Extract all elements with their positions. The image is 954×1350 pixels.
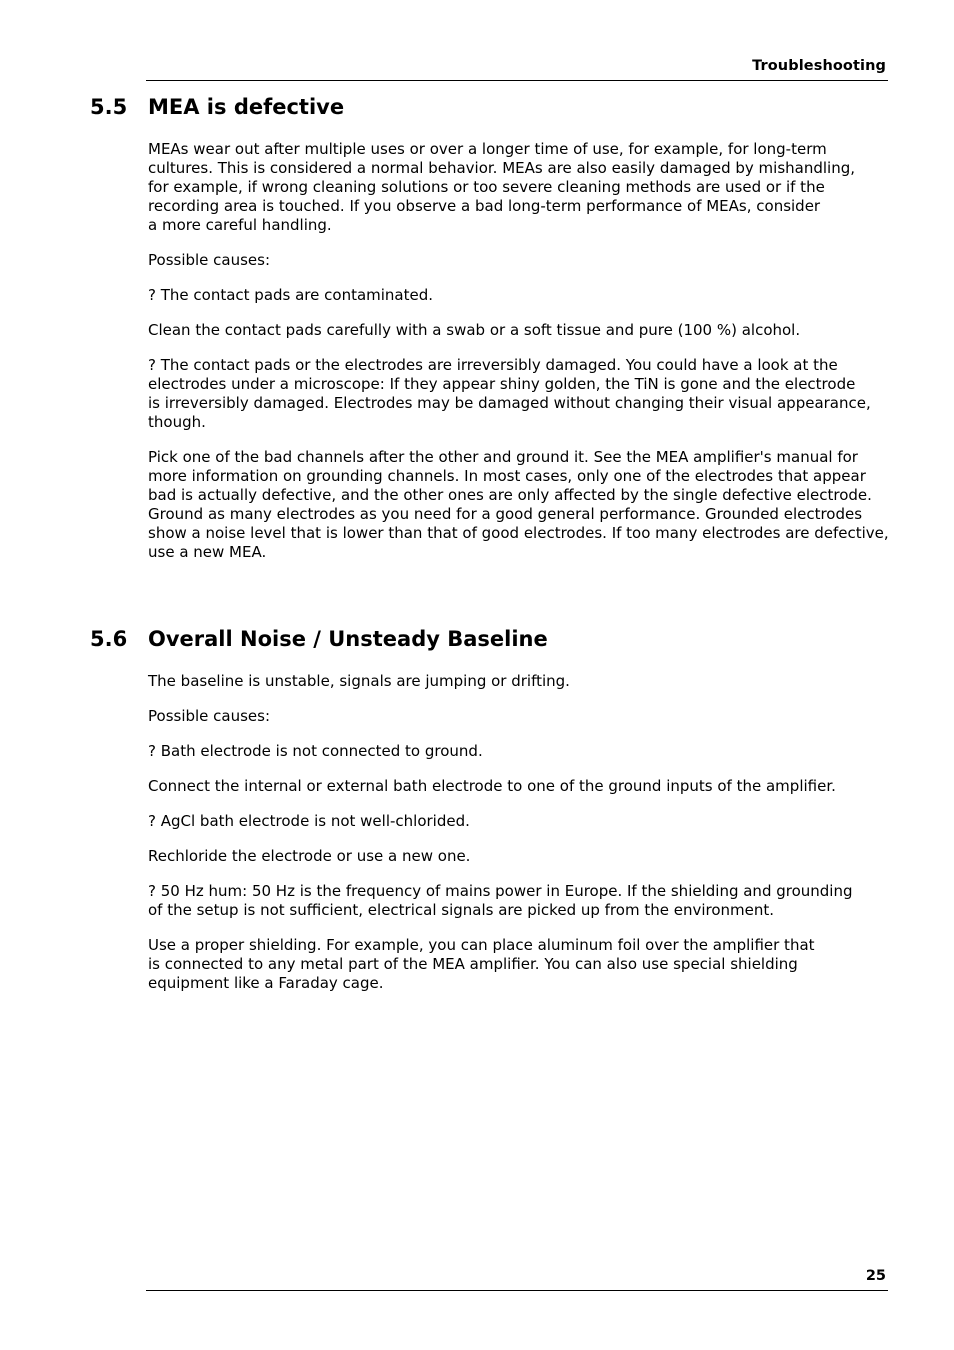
text-line: Pick one of the bad channels after the other and ground it. See the MEA amplifier's manual for [148, 448, 858, 466]
paragraph [148, 812, 888, 831]
text-line: Possible causes: [148, 251, 271, 269]
text-line: ? 50 Hz hum: 50 Hz is the frequency of mains power in Europe. If the shielding and grounding [148, 882, 853, 900]
text-line: ? The contact pads are contaminated. [148, 286, 434, 304]
paragraph [148, 286, 888, 305]
paragraph [148, 707, 888, 726]
text-line: of the setup is not sufficient, electrical signals are picked up from the environment. [148, 901, 775, 919]
paragraph [148, 936, 888, 993]
text-line: is connected to any metal part of the MEA amplifier. You can also use special shielding [148, 955, 798, 973]
paragraph [148, 321, 888, 340]
text-line: use a new MEA. [148, 543, 267, 561]
section-body-5-6 [148, 672, 888, 1009]
paragraph [148, 356, 888, 432]
paragraph [148, 882, 888, 920]
text-line: bad is actually defective, and the other ones are only affected by the single defective electrode. [148, 486, 872, 504]
paragraph [148, 847, 888, 866]
section-title: MEA is defective [148, 95, 345, 119]
header-rule [146, 80, 888, 81]
text-line: ? AgCl bath electrode is not well-chlorided. [148, 812, 470, 830]
running-header: Troubleshooting [752, 58, 886, 74]
text-line: recording area is touched. If you observe a bad long-term performance of MEAs, consider [148, 197, 821, 215]
text-line: show a noise level that is lower than that of good electrodes. If too many electrodes are defective, [148, 524, 889, 542]
paragraph [148, 777, 888, 796]
text-line: MEAs wear out after multiple uses or over a longer time of use, for example, for long-term [148, 140, 827, 158]
section-body-5-5 [148, 140, 888, 578]
text-line: equipment like a Faraday cage. [148, 974, 384, 992]
paragraph [148, 672, 888, 691]
text-line: Clean the contact pads carefully with a swab or a soft tissue and pure (100 %) alcohol. [148, 321, 801, 339]
section-title: Overall Noise / Unsteady Baseline [148, 627, 548, 651]
section-number: 5.6 [90, 627, 128, 651]
text-line: Use a proper shielding. For example, you can place aluminum foil over the amplifier that [148, 936, 815, 954]
section-heading-5-5 [90, 94, 344, 120]
section-number: 5.5 [90, 95, 128, 119]
paragraph [148, 251, 888, 270]
text-line: electrodes under a microscope: If they appear shiny golden, the TiN is gone and the electrode [148, 375, 856, 393]
text-line: The baseline is unstable, signals are jumping or drifting. [148, 672, 570, 690]
text-line: Ground as many electrodes as you need for a good general performance. Grounded electrodes [148, 505, 863, 523]
text-line: though. [148, 413, 206, 431]
paragraph [148, 140, 888, 235]
text-line: Rechloride the electrode or use a new one. [148, 847, 471, 865]
paragraph [148, 742, 888, 761]
text-line: Connect the internal or external bath electrode to one of the ground inputs of the amplifier. [148, 777, 836, 795]
footer-rule [146, 1290, 888, 1291]
paragraph [148, 448, 888, 562]
text-line: cultures. This is considered a normal behavior. MEAs are also easily damaged by mishandling, [148, 159, 855, 177]
text-line: for example, if wrong cleaning solutions or too severe cleaning methods are used or if the [148, 178, 825, 196]
text-line: Possible causes: [148, 707, 271, 725]
text-line: ? Bath electrode is not connected to ground. [148, 742, 483, 760]
page-number: 25 [865, 1268, 886, 1284]
text-line: more information on grounding channels. In most cases, only one of the electrodes that appear [148, 467, 866, 485]
text-line: ? The contact pads or the electrodes are irreversibly damaged. You could have a look at the [148, 356, 838, 374]
text-line: is irreversibly damaged. Electrodes may be damaged without changing their visual appearance, [148, 394, 871, 412]
section-heading-5-6 [90, 626, 548, 652]
text-line: a more careful handling. [148, 216, 332, 234]
